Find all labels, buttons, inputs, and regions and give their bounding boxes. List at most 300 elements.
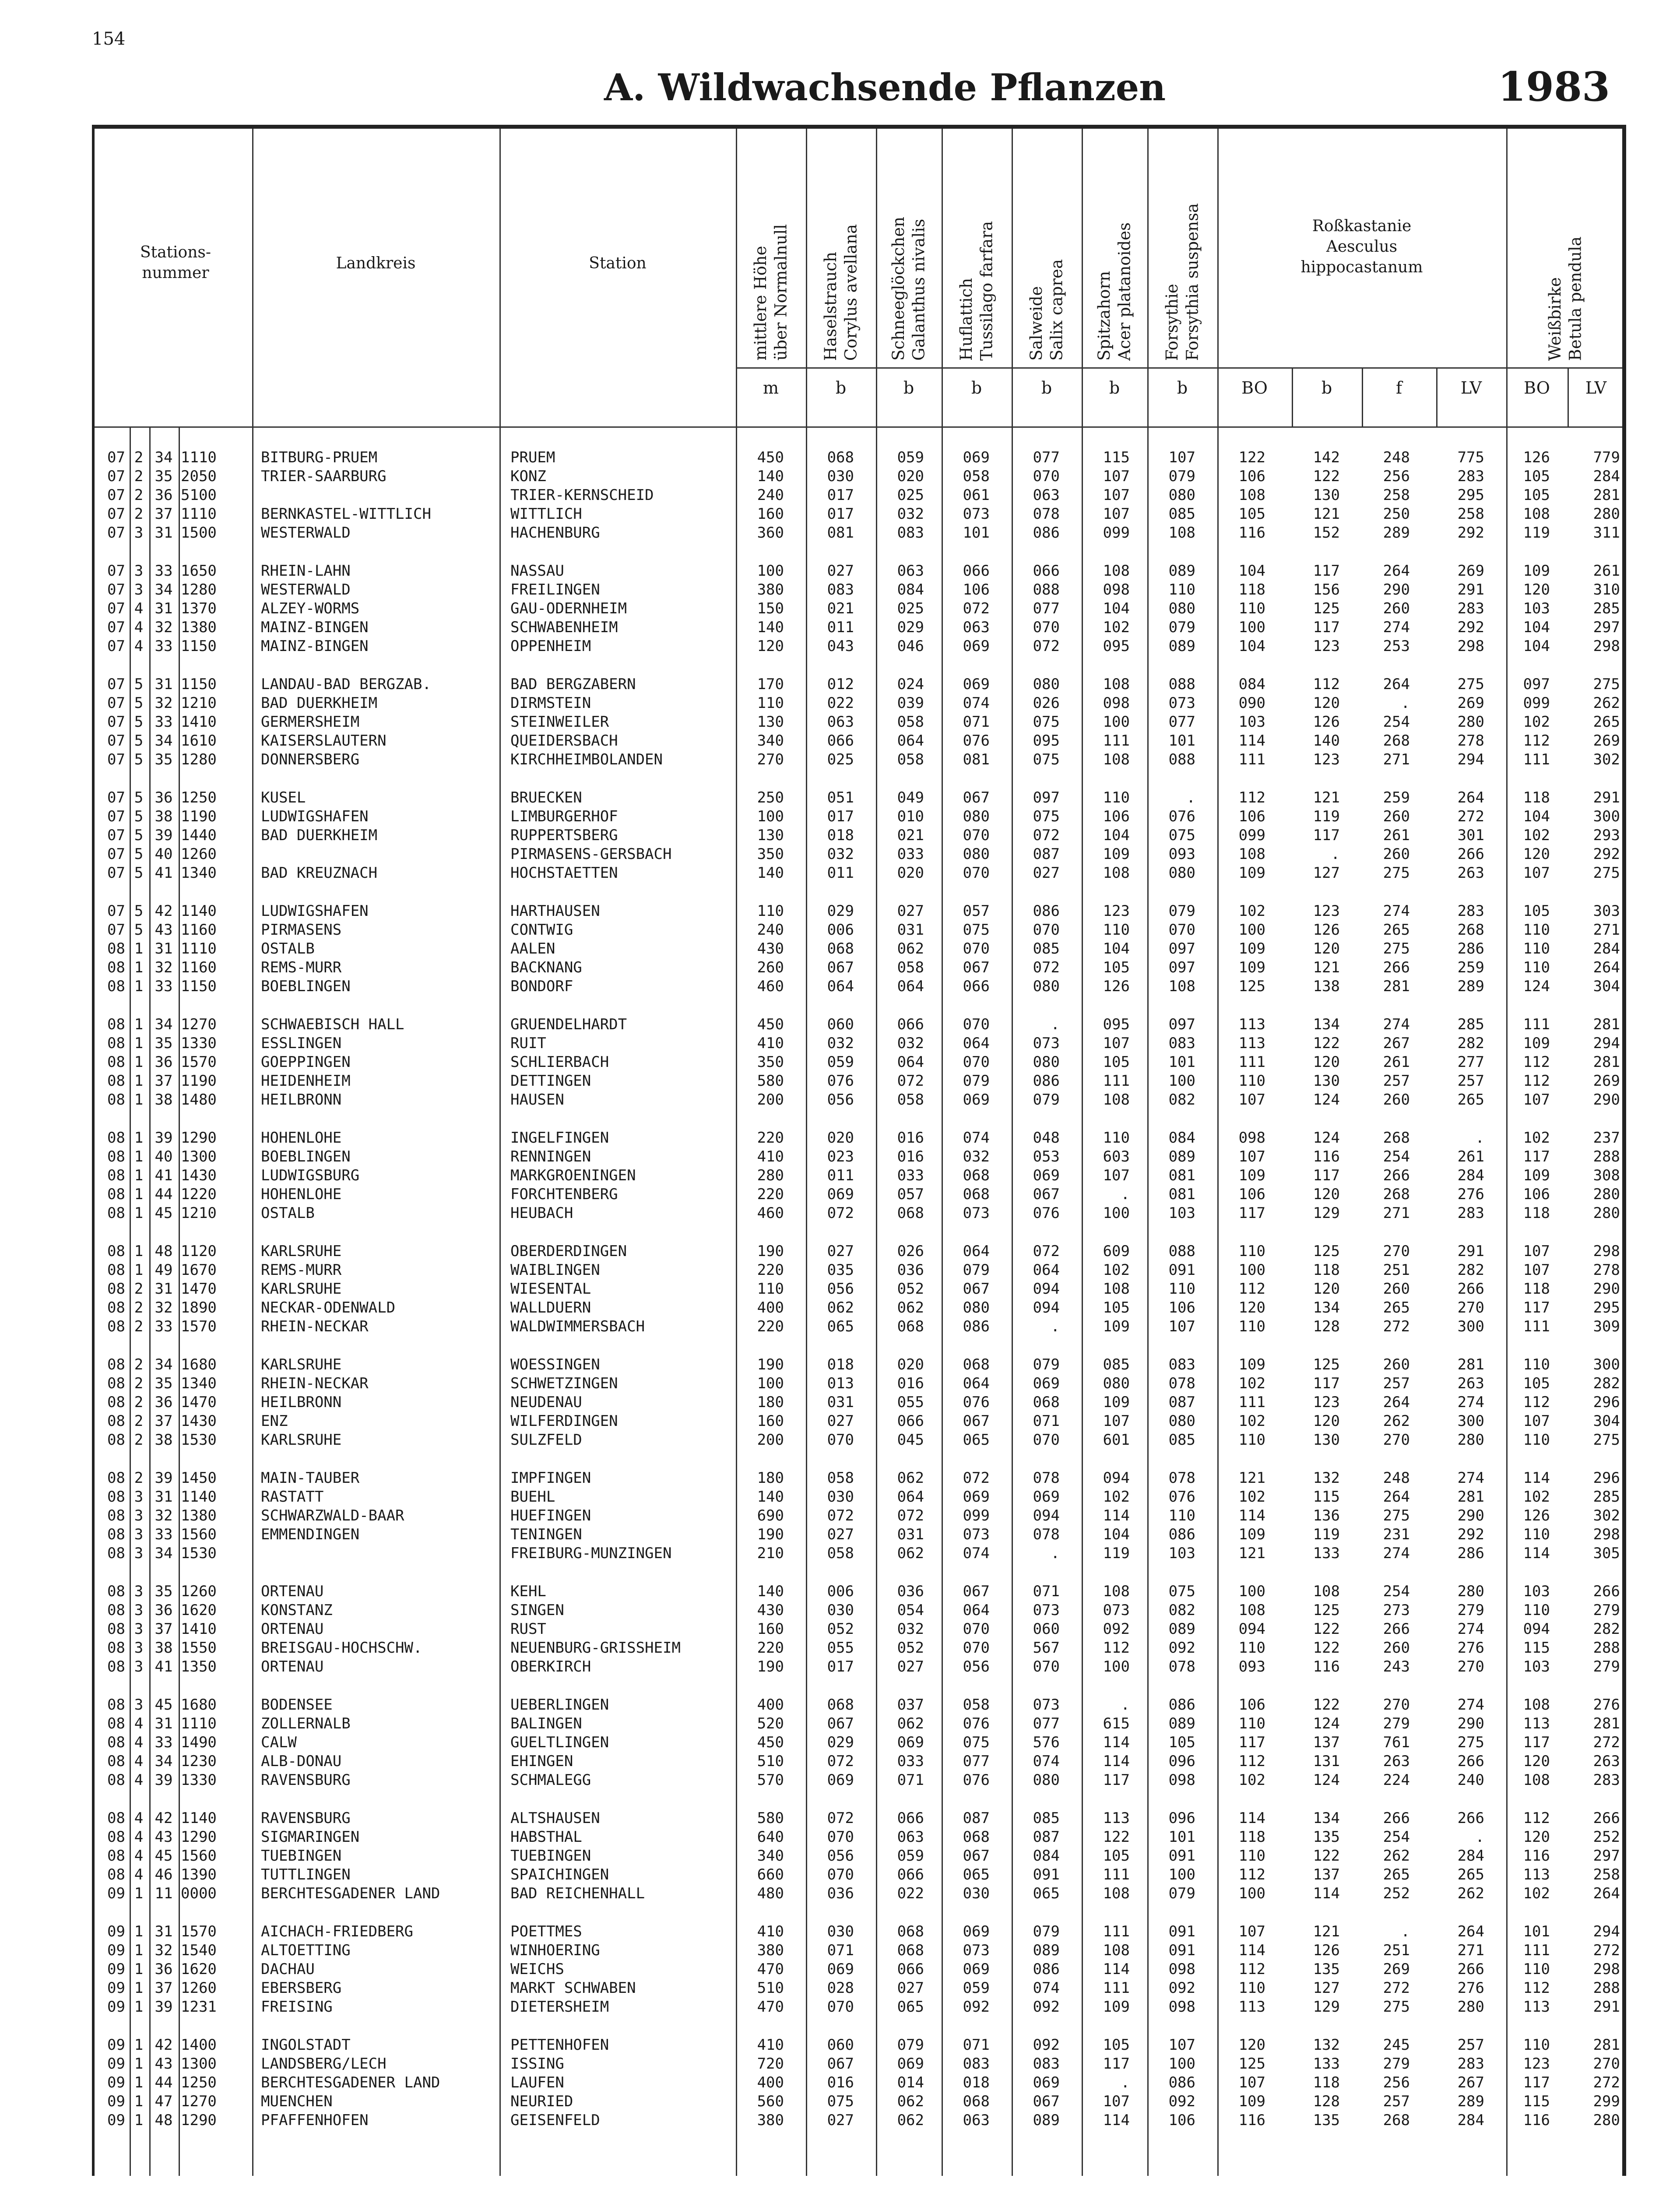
cell-rosskastanie-b: 122 (1313, 1639, 1340, 1657)
cell-state-code: 07 (107, 864, 125, 882)
cell-landkreis: MAINZ-BINGEN (261, 637, 369, 655)
cell-station: FORCHTENBERG (510, 1186, 618, 1203)
cell-rosskastanie-bo: 109 (1238, 959, 1265, 976)
cell-rosskastanie-b: 120 (1313, 1053, 1340, 1071)
cell-huflattich: 064 (963, 1035, 990, 1052)
cell-huflattich: 074 (963, 1545, 990, 1562)
cell-state-code: 09 (107, 2074, 125, 2091)
cell-weissbirke-lv: 266 (1593, 1809, 1620, 1827)
cell-state-code: 07 (107, 732, 125, 750)
cell-station: RUIT (510, 1035, 546, 1052)
cell-weissbirke-bo: 105 (1523, 1375, 1550, 1392)
cell-weissbirke-lv: 291 (1593, 1998, 1620, 2016)
cell-forsythie: 088 (1168, 751, 1195, 768)
cell-rosskastanie-lv: 286 (1457, 940, 1484, 957)
cell-rosskastanie-f: 260 (1383, 1280, 1410, 1298)
cell-rosskastanie-bo: 107 (1238, 2074, 1265, 2091)
cell-spitzahorn: 111 (1103, 1979, 1130, 1997)
table-row (95, 2036, 1622, 2055)
cell-area-code: 39 (155, 1771, 173, 1789)
cell-weissbirke-bo: 111 (1523, 751, 1550, 768)
cell-station-code: 1190 (181, 808, 217, 825)
table-row (95, 902, 1622, 921)
cell-rosskastanie-lv: 280 (1457, 713, 1484, 731)
cell-area-code: 38 (155, 1639, 173, 1657)
cell-schneegloeckchen: 065 (897, 1998, 924, 2016)
cell-rosskastanie-f: 254 (1383, 713, 1410, 731)
cell-landkreis: ZOLLERNALB (261, 1715, 351, 1732)
cell-station: TUEBINGEN (510, 1847, 591, 1865)
cell-haselstrauch: 012 (827, 676, 854, 693)
cell-district-code: 5 (134, 864, 144, 882)
cell-district-code: 3 (134, 1545, 144, 1562)
cell-huflattich: 069 (963, 1960, 990, 1978)
cell-weissbirke-bo: 118 (1523, 789, 1550, 806)
cell-rosskastanie-f: 245 (1383, 2036, 1410, 2054)
cell-area-code: 35 (155, 1583, 173, 1600)
cell-rosskastanie-bo: 107 (1238, 1091, 1265, 1109)
table-row (95, 1374, 1622, 1393)
cell-station-code: 1440 (181, 827, 217, 844)
cell-rosskastanie-lv: 261 (1457, 1148, 1484, 1165)
cell-huflattich: 057 (963, 902, 990, 920)
cell-area-code: 34 (155, 1753, 173, 1770)
table-row (95, 1034, 1622, 1053)
cell-haselstrauch: 006 (827, 921, 854, 939)
cell-area-code: 41 (155, 1658, 173, 1675)
cell-forsythie: 087 (1168, 1394, 1195, 1411)
cell-schneegloeckchen: 027 (897, 902, 924, 920)
unit-schnee: b (903, 378, 914, 398)
row-group (95, 2036, 1622, 2130)
cell-rosskastanie-b: 135 (1313, 1828, 1340, 1846)
cell-state-code: 07 (107, 505, 125, 523)
page-number: 154 (92, 29, 126, 49)
cell-hoehe: 140 (757, 1583, 784, 1600)
cell-forsythie: 091 (1168, 1847, 1195, 1865)
cell-area-code: 31 (155, 1715, 173, 1732)
cell-rosskastanie-b: 121 (1313, 789, 1340, 806)
cell-rosskastanie-bo: 102 (1238, 902, 1265, 920)
cell-forsythie: 075 (1168, 827, 1195, 844)
cell-landkreis: KAISERSLAUTERN (261, 732, 387, 750)
table-row (95, 1091, 1622, 1109)
cell-rosskastanie-lv: . (1475, 1129, 1484, 1147)
cell-station-code: 0000 (181, 1885, 217, 1902)
cell-hoehe: 240 (757, 486, 784, 504)
row-group (95, 1809, 1622, 1903)
cell-district-code: 3 (134, 1526, 144, 1543)
cell-forsythie: 100 (1168, 1072, 1195, 1090)
cell-weissbirke-lv: 291 (1593, 789, 1620, 806)
cell-huflattich: 074 (963, 694, 990, 712)
cell-salweide: 070 (1033, 619, 1060, 636)
table-row (95, 1582, 1622, 1601)
cell-salweide: 087 (1033, 845, 1060, 863)
cell-rosskastanie-bo: 107 (1238, 1923, 1265, 1940)
cell-landkreis: TUTTLINGEN (261, 1866, 351, 1883)
cell-rosskastanie-bo: 116 (1238, 524, 1265, 542)
cell-state-code: 08 (107, 1167, 125, 1184)
cell-area-code: 32 (155, 1942, 173, 1959)
cell-spitzahorn: 104 (1103, 940, 1130, 957)
cell-huflattich: 068 (963, 1167, 990, 1184)
cell-schneegloeckchen: 029 (897, 619, 924, 636)
cell-forsythie: 083 (1168, 1035, 1195, 1052)
cell-forsythie: 078 (1168, 1469, 1195, 1487)
cell-spitzahorn: 603 (1103, 1148, 1130, 1165)
cell-district-code: 5 (134, 713, 144, 731)
cell-huflattich: 063 (963, 619, 990, 636)
cell-weissbirke-bo: 112 (1523, 1979, 1550, 1997)
cell-salweide: 077 (1033, 1715, 1060, 1732)
cell-forsythie: 083 (1168, 1356, 1195, 1373)
cell-area-code: 33 (155, 1734, 173, 1751)
cell-rosskastanie-b: 124 (1313, 1129, 1340, 1147)
cell-spitzahorn: 080 (1103, 1375, 1130, 1392)
cell-hoehe: 240 (757, 921, 784, 939)
cell-hoehe: 570 (757, 1771, 784, 1789)
cell-station-code: 1250 (181, 789, 217, 806)
cell-station-code: 1140 (181, 1809, 217, 1827)
cell-area-code: 32 (155, 619, 173, 636)
cell-rosskastanie-f: 271 (1383, 1204, 1410, 1222)
cell-forsythie: 107 (1168, 449, 1195, 466)
cell-landkreis: WESTERWALD (261, 581, 351, 598)
cell-rosskastanie-f: 261 (1383, 827, 1410, 844)
cell-huflattich: 069 (963, 1923, 990, 1940)
cell-state-code: 09 (107, 2036, 125, 2054)
cell-rosskastanie-lv: 274 (1457, 1469, 1484, 1487)
cell-rosskastanie-bo: 102 (1238, 1771, 1265, 1789)
cell-salweide: 086 (1033, 1960, 1060, 1978)
cell-rosskastanie-lv: 294 (1457, 751, 1484, 768)
cell-salweide: 072 (1033, 827, 1060, 844)
cell-landkreis: ENZ (261, 1412, 288, 1430)
cell-huflattich: 077 (963, 1753, 990, 1770)
cell-weissbirke-bo: 094 (1523, 1620, 1550, 1638)
cell-station-code: 1570 (181, 1318, 217, 1335)
cell-district-code: 2 (134, 505, 144, 523)
cell-landkreis: BOEBLINGEN (261, 1148, 351, 1165)
cell-weissbirke-lv: 294 (1593, 1923, 1620, 1940)
cell-forsythie: 080 (1168, 600, 1195, 617)
cell-area-code: 47 (155, 2093, 173, 2110)
cell-rosskastanie-bo: 120 (1238, 2036, 1265, 2054)
cell-state-code: 08 (107, 1809, 125, 1827)
cell-huflattich: 066 (963, 562, 990, 580)
row-group (95, 1922, 1622, 2017)
cell-district-code: 1 (134, 978, 144, 995)
cell-forsythie: 085 (1168, 505, 1195, 523)
cell-district-code: 3 (134, 1488, 144, 1506)
cell-rosskastanie-bo: 102 (1238, 1488, 1265, 1506)
cell-state-code: 08 (107, 1394, 125, 1411)
cell-forsythie: 086 (1168, 2074, 1195, 2091)
cell-weissbirke-bo: 102 (1523, 1129, 1550, 1147)
cell-schneegloeckchen: 072 (897, 1507, 924, 1524)
cell-salweide: 086 (1033, 1072, 1060, 1090)
cell-rosskastanie-f: 262 (1383, 1412, 1410, 1430)
cell-weissbirke-bo: 115 (1523, 1639, 1550, 1657)
cell-station: DIETERSHEIM (510, 1998, 609, 2016)
cell-landkreis: ORTENAU (261, 1583, 324, 1600)
cell-schneegloeckchen: 064 (897, 978, 924, 995)
cell-hoehe: 470 (757, 1998, 784, 2016)
cell-hoehe: 220 (757, 1261, 784, 1279)
cell-haselstrauch: 030 (827, 1488, 854, 1506)
cell-schneegloeckchen: 068 (897, 1318, 924, 1335)
cell-district-code: 5 (134, 732, 144, 750)
cell-rosskastanie-lv: 284 (1457, 1847, 1484, 1865)
cell-salweide: 072 (1033, 959, 1060, 976)
cell-schneegloeckchen: 033 (897, 1167, 924, 1184)
cell-rosskastanie-b: 134 (1313, 1809, 1340, 1827)
cell-station-code: 1290 (181, 1129, 217, 1147)
cell-rosskastanie-b: 134 (1313, 1016, 1340, 1033)
cell-forsythie: 098 (1168, 1998, 1195, 2016)
cell-rosskastanie-lv: 262 (1457, 1885, 1484, 1902)
cell-weissbirke-bo: 109 (1523, 562, 1550, 580)
cell-rosskastanie-bo: 102 (1238, 1412, 1265, 1430)
cell-station-code: 1110 (181, 940, 217, 957)
cell-rosskastanie-bo: 100 (1238, 1583, 1265, 1600)
cell-station: BAD REICHENHALL (510, 1885, 645, 1902)
cell-station: POETTMES (510, 1923, 582, 1940)
cell-rosskastanie-lv: 284 (1457, 2112, 1484, 2129)
cell-salweide: 091 (1033, 1866, 1060, 1883)
cell-rosskastanie-lv: 266 (1457, 1753, 1484, 1770)
cell-rosskastanie-f: 289 (1383, 524, 1410, 542)
cell-rosskastanie-b: 125 (1313, 1601, 1340, 1619)
cell-huflattich: 069 (963, 637, 990, 655)
cell-hoehe: 480 (757, 1885, 784, 1902)
header-schneegloeckchen: Schneeglöckchen Galanthus nivalis (889, 217, 928, 361)
cell-rosskastanie-b: 117 (1313, 1167, 1340, 1184)
cell-hoehe: 180 (757, 1469, 784, 1487)
cell-state-code: 08 (107, 1601, 125, 1619)
cell-district-code: 5 (134, 676, 144, 693)
cell-salweide: 070 (1033, 1431, 1060, 1449)
cell-huflattich: 079 (963, 1072, 990, 1090)
table-row (95, 1412, 1622, 1431)
cell-rosskastanie-b: 132 (1313, 2036, 1340, 2054)
cell-schneegloeckchen: 062 (897, 2093, 924, 2110)
cell-station-code: 1410 (181, 1620, 217, 1638)
table-row (95, 1960, 1622, 1979)
cell-rosskastanie-f: 272 (1383, 1979, 1410, 1997)
cell-schneegloeckchen: 054 (897, 1601, 924, 1619)
cell-rosskastanie-f: 264 (1383, 676, 1410, 693)
cell-rosskastanie-lv: 283 (1457, 902, 1484, 920)
cell-station: RENNINGEN (510, 1148, 591, 1165)
cell-hoehe: 160 (757, 1412, 784, 1430)
table-row (95, 1299, 1622, 1317)
cell-huflattich: 058 (963, 1696, 990, 1714)
cell-landkreis: HEILBRONN (261, 1394, 342, 1411)
cell-hoehe: 660 (757, 1866, 784, 1883)
cell-district-code: 4 (134, 1828, 144, 1846)
cell-station-code: 1250 (181, 2074, 217, 2091)
cell-weissbirke-bo: 111 (1523, 1318, 1550, 1335)
cell-district-code: 1 (134, 2055, 144, 2073)
cell-schneegloeckchen: 062 (897, 2112, 924, 2129)
cell-forsythie: 080 (1168, 1412, 1195, 1430)
cell-hoehe: 190 (757, 1658, 784, 1675)
cell-spitzahorn: 117 (1103, 1771, 1130, 1789)
cell-rosskastanie-bo: 110 (1238, 1318, 1265, 1335)
cell-weissbirke-bo: 104 (1523, 637, 1550, 655)
cell-state-code: 07 (107, 600, 125, 617)
cell-district-code: 4 (134, 1866, 144, 1883)
cell-forsythie: . (1186, 789, 1195, 806)
cell-station-code: 1530 (181, 1431, 217, 1449)
cell-station-code: 1570 (181, 1923, 217, 1940)
cell-rosskastanie-f: 275 (1383, 1998, 1410, 2016)
cell-landkreis: PIRMASENS (261, 921, 342, 939)
cell-huflattich: 106 (963, 581, 990, 598)
cell-schneegloeckchen: 020 (897, 468, 924, 485)
cell-huflattich: 073 (963, 1204, 990, 1222)
cell-hoehe: 410 (757, 1923, 784, 1940)
cell-station: IMPFINGEN (510, 1469, 591, 1487)
cell-weissbirke-lv: 272 (1593, 2074, 1620, 2091)
cell-rosskastanie-bo: 125 (1238, 2055, 1265, 2073)
cell-landkreis: ALB-DONAU (261, 1753, 342, 1770)
cell-state-code: 08 (107, 1847, 125, 1865)
cell-state-code: 07 (107, 921, 125, 939)
cell-spitzahorn: 112 (1103, 1639, 1130, 1657)
table-row (95, 1714, 1622, 1733)
cell-schneegloeckchen: 046 (897, 637, 924, 655)
cell-hoehe: 410 (757, 1035, 784, 1052)
cell-hoehe: 120 (757, 637, 784, 655)
cell-spitzahorn: 092 (1103, 1620, 1130, 1638)
cell-schneegloeckchen: 059 (897, 1847, 924, 1865)
cell-rosskastanie-lv: 259 (1457, 959, 1484, 976)
cell-spitzahorn: 114 (1103, 2112, 1130, 2129)
cell-rosskastanie-f: 257 (1383, 2093, 1410, 2110)
cell-landkreis: DONNERSBERG (261, 751, 360, 768)
table-row (95, 1488, 1622, 1506)
cell-haselstrauch: 016 (827, 2074, 854, 2091)
cell-rosskastanie-bo: 121 (1238, 1545, 1265, 1562)
cell-spitzahorn: 105 (1103, 2036, 1130, 2054)
cell-haselstrauch: 060 (827, 2036, 854, 2054)
cell-forsythie: 100 (1168, 1866, 1195, 1883)
cell-rosskastanie-bo: 098 (1238, 1129, 1265, 1147)
cell-landkreis: LUDWIGSHAFEN (261, 808, 369, 825)
cell-rosskastanie-bo: 121 (1238, 1469, 1265, 1487)
cell-area-code: 45 (155, 1204, 173, 1222)
cell-state-code: 08 (107, 1299, 125, 1316)
cell-area-code: 11 (155, 1885, 173, 1902)
cell-state-code: 08 (107, 1488, 125, 1506)
cell-landkreis: ESSLINGEN (261, 1035, 342, 1052)
cell-rosskastanie-b: 130 (1313, 1431, 1340, 1449)
cell-weissbirke-bo: 116 (1523, 1847, 1550, 1865)
cell-state-code: 07 (107, 562, 125, 580)
cell-rosskastanie-bo: 109 (1238, 1167, 1265, 1184)
cell-station: BRUECKEN (510, 789, 582, 806)
cell-rosskastanie-f: 252 (1383, 1885, 1410, 1902)
cell-rosskastanie-lv: 280 (1457, 1431, 1484, 1449)
cell-huflattich: 058 (963, 468, 990, 485)
cell-salweide: 066 (1033, 562, 1060, 580)
cell-state-code: 09 (107, 1979, 125, 1997)
cell-spitzahorn: 099 (1103, 524, 1130, 542)
cell-salweide: 086 (1033, 524, 1060, 542)
cell-rosskastanie-lv: 298 (1457, 637, 1484, 655)
cell-huflattich: 101 (963, 524, 990, 542)
cell-rosskastanie-b: 123 (1313, 1394, 1340, 1411)
cell-station-code: 1150 (181, 978, 217, 995)
cell-rosskastanie-lv: 285 (1457, 1016, 1484, 1033)
cell-forsythie: 100 (1168, 2055, 1195, 2073)
cell-area-code: 43 (155, 1828, 173, 1846)
cell-schneegloeckchen: 026 (897, 1242, 924, 1260)
cell-rosskastanie-lv: 270 (1457, 1658, 1484, 1675)
cell-station-code: 1380 (181, 619, 217, 636)
cell-haselstrauch: 059 (827, 1053, 854, 1071)
cell-hoehe: 150 (757, 600, 784, 617)
cell-rosskastanie-f: 254 (1383, 1828, 1410, 1846)
cell-landkreis: KONSTANZ (261, 1601, 333, 1619)
cell-weissbirke-bo: 114 (1523, 1469, 1550, 1487)
cell-station: BALINGEN (510, 1715, 582, 1732)
cell-station-code: 1110 (181, 449, 217, 466)
cell-huflattich: 070 (963, 1053, 990, 1071)
cell-spitzahorn: 104 (1103, 827, 1130, 844)
cell-rosskastanie-b: 117 (1313, 827, 1340, 844)
cell-salweide: 065 (1033, 1885, 1060, 1902)
cell-weissbirke-lv: 298 (1593, 1526, 1620, 1543)
cell-station-code: 1540 (181, 1942, 217, 1959)
cell-state-code: 08 (107, 1828, 125, 1846)
cell-rosskastanie-lv: 301 (1457, 827, 1484, 844)
cell-schneegloeckchen: 052 (897, 1639, 924, 1657)
cell-district-code: 4 (134, 1771, 144, 1789)
cell-huflattich: 070 (963, 864, 990, 882)
cell-station-code: 1370 (181, 600, 217, 617)
cell-huflattich: 099 (963, 1507, 990, 1524)
cell-weissbirke-bo: 117 (1523, 1734, 1550, 1751)
cell-huflattich: 067 (963, 1583, 990, 1600)
cell-haselstrauch: 006 (827, 1583, 854, 1600)
cell-weissbirke-lv: 281 (1593, 1053, 1620, 1071)
table-row (95, 1147, 1622, 1166)
cell-station: MARKT SCHWABEN (510, 1979, 636, 1997)
cell-spitzahorn: 073 (1103, 1601, 1130, 1619)
cell-rosskastanie-lv: 280 (1457, 1583, 1484, 1600)
cell-state-code: 08 (107, 1053, 125, 1071)
cell-district-code: 4 (134, 1734, 144, 1751)
cell-hoehe: 400 (757, 1299, 784, 1316)
cell-area-code: 33 (155, 713, 173, 731)
cell-district-code: 2 (134, 1431, 144, 1449)
cell-area-code: 35 (155, 1035, 173, 1052)
cell-spitzahorn: 095 (1103, 637, 1130, 655)
cell-rosskastanie-lv: 265 (1457, 1091, 1484, 1109)
cell-haselstrauch: 035 (827, 1261, 854, 1279)
cell-hoehe: 140 (757, 1488, 784, 1506)
table-row (95, 1884, 1622, 1903)
cell-station-code: 1260 (181, 1979, 217, 1997)
cell-rosskastanie-bo: 100 (1238, 1885, 1265, 1902)
table-row (95, 2111, 1622, 2130)
cell-forsythie: 107 (1168, 1318, 1195, 1335)
cell-hoehe: 110 (757, 694, 784, 712)
